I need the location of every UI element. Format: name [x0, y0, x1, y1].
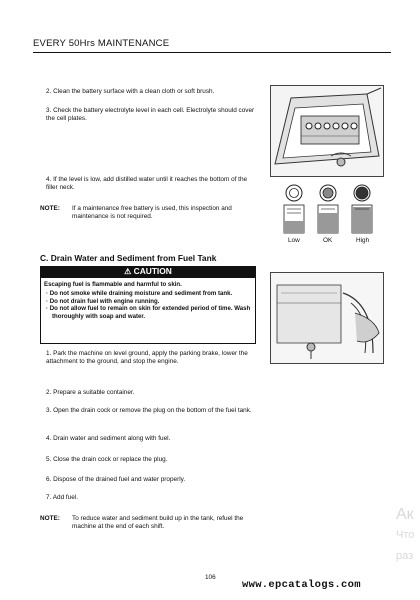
battery-step-3: 3. Check the battery electrolyte level in each cell. Electrolyte should cover the cell plates.	[46, 107, 255, 123]
fuel-step-3: 3. Open the drain cock or remove the plug on the bottom of the fuel tank.	[46, 407, 252, 414]
caution-label: CAUTION	[133, 266, 172, 276]
watermark-line2: Что	[396, 529, 415, 541]
caution-intro: Escaping fuel is flammable and harmful to skin.	[44, 281, 182, 288]
level-label-ok: OK	[323, 237, 333, 244]
fuel-step-2: 2. Prepare a suitable container.	[46, 389, 135, 396]
battery-step-2: 2. Clean the battery surface with a clean cloth or soft brush.	[46, 88, 215, 95]
note1-label: NOTE:	[40, 205, 60, 212]
battery-step-4: 4. If the level is low, add distilled water until it reaches the bottom of the filler neck.	[46, 176, 248, 192]
section-title: C. Drain Water and Sediment from Fuel Tank	[40, 253, 217, 263]
footer-website-link[interactable]: www.epcatalogs.com	[242, 579, 361, 591]
page-header-title: EVERY 50Hrs MAINTENANCE	[33, 38, 170, 49]
warning-triangle-icon: ⚠	[124, 267, 132, 276]
caution-bullet: · Do not smoke while draining moisture and sediment from tank.	[46, 290, 233, 298]
fuel-step-1: 1. Park the machine on level ground, apply the parking brake, lower the attachment to the ground, and stop the engine.	[46, 350, 248, 366]
level-label-low: Low	[288, 237, 300, 244]
caution-bullet: · Do not drain fuel with engine running.	[46, 297, 160, 305]
fuel-step-5: 5. Close the drain cock or replace the plug.	[46, 456, 168, 463]
note2-text: To reduce water and sediment build up in the tank, refuel the machine at the end of each shift.	[72, 515, 244, 531]
caution-box	[40, 277, 256, 344]
page-number: 106	[205, 574, 216, 581]
watermark-line3: раз	[396, 550, 414, 562]
fuel-step-4: 4. Drain water and sediment along with fuel.	[46, 435, 171, 442]
fuel-step-7: 7. Add fuel.	[46, 494, 78, 501]
caution-bullet: · Do not allow fuel to remain on skin for extended period of time. Wash thoroughly with soap and water.	[46, 305, 251, 320]
level-label-high: High	[356, 237, 370, 244]
electrolyte-level-diagrams	[278, 183, 378, 243]
caution-banner	[40, 266, 256, 277]
watermark-line1: Ак	[396, 506, 414, 523]
note2-label: NOTE:	[40, 515, 60, 522]
note1-text: If a maintenance free battery is used, this inspection and maintenance is not required.	[72, 205, 232, 221]
battery-compartment-illustration	[270, 85, 384, 177]
header-divider	[33, 52, 391, 53]
fuel-tank-drain-illustration	[270, 272, 384, 364]
fuel-step-6: 6. Dispose of the drained fuel and water properly.	[46, 476, 186, 483]
